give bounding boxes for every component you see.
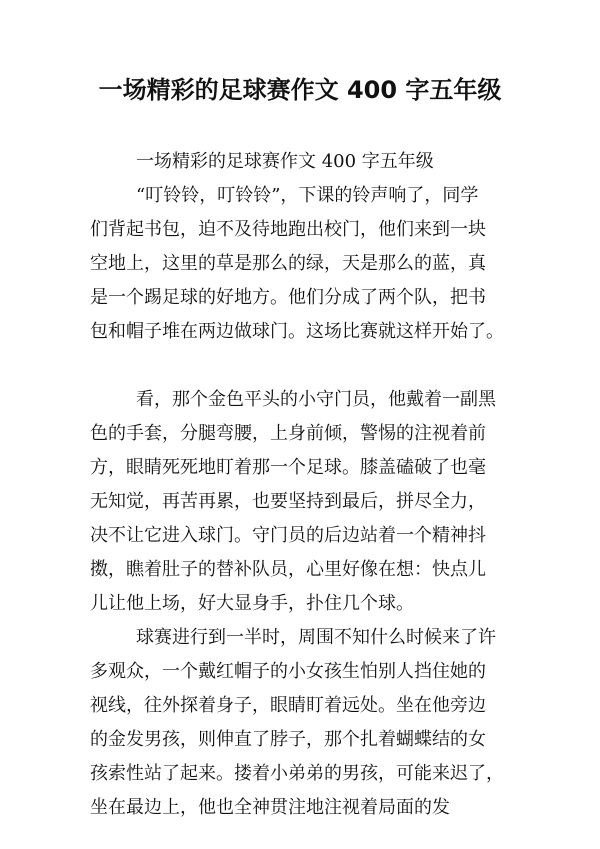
paragraph-line: 色的手套，分腿弯腰，上身前倾，警惕的注视着前 (90, 423, 486, 444)
paragraph-line: “叮铃铃，叮铃铃”，下课的铃声响了，同学 (136, 185, 479, 206)
paragraph-line: 的金发男孩，则伸直了脖子，那个扎着蝴蝶结的女 (90, 729, 486, 750)
paragraph-line: 坐在最边上，他也全神贯注地注视着局面的发 (90, 797, 450, 818)
paragraph-line: 儿让他上场，好大显身手，扑住几个球。 (90, 593, 414, 614)
paragraph-line: 擞，瞧着肚子的替补队员，心里好像在想：快点儿 (90, 559, 486, 580)
paragraph-spacer (90, 349, 530, 383)
page-title: 一场精彩的足球赛作文 400 字五年级 (98, 76, 502, 104)
paragraph-line: 们背起书包，迫不及待地跑出校门，他们来到一块 (90, 219, 486, 240)
paragraph-line: 无知觉，再苦再累，也要坚持到最后，拼尽全力， (90, 491, 486, 512)
paragraph-line: 空地上，这里的草是那么的绿，天是那么的蓝，真 (90, 253, 486, 274)
paragraph-line: 方，眼睛死死地盯着那一个足球。膝盖磕破了也毫 (90, 457, 486, 478)
paragraph-line: 看，那个金色平头的小守门员，他戴着一副黑 (136, 389, 496, 410)
paragraph-3 (90, 621, 530, 825)
paragraph-2 (90, 383, 530, 621)
paragraph-line: 球赛进行到一半时，周围不知什么时候来了许 (136, 627, 496, 648)
essay-body (90, 145, 530, 825)
essay-subtitle: 一场精彩的足球赛作文 400 字五年级 (136, 151, 434, 172)
paragraph-line: 视线，往外探着身子，眼睛盯着远处。坐在他旁边 (90, 695, 486, 716)
paragraph-line: 多观众，一个戴红帽子的小女孩生怕别人挡住她的 (90, 661, 486, 682)
paragraph-line: 孩索性站了起来。搂着小弟弟的男孩，可能来迟了， (90, 763, 504, 784)
paragraph-line: 是一个踢足球的好地方。他们分成了两个队，把书 (90, 287, 486, 308)
paragraph-1 (90, 179, 530, 349)
paragraph-line: 包和帽子堆在两边做球门。这场比赛就这样开始了。 (90, 321, 504, 342)
paragraph-line: 决不让它进入球门。守门员的后边站着一个精神抖 (90, 525, 486, 546)
